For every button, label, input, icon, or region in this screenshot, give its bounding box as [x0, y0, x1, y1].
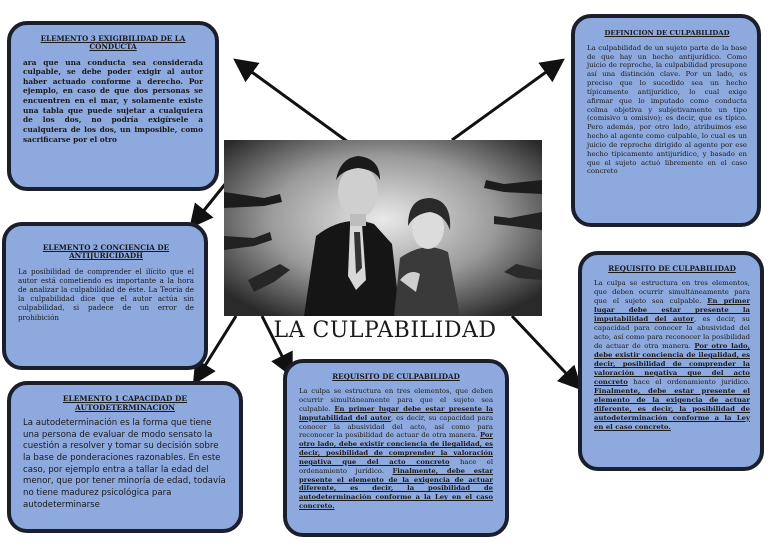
- requisito-right-heading: REQUISITO DE CULPABILIDAD: [608, 264, 736, 273]
- requisito-center-text: [299, 387, 493, 511]
- box-elemento-3: [7, 21, 219, 191]
- elemento-2-heading: ELEMENTO 2 CONCIENCIA DE ANTIJURICIDADH: [42, 243, 170, 261]
- requisito-right-t2: , es decir, su capacidad para conocer la abusividad del acto, así como para reconocer la posibilidad de actuar de otra manera.: [594, 315, 750, 351]
- requisito-right-b2: Por otro lado, debe existir conciencia de ilegalidad, es decir, posibilidad de comprender la valoración negativa que del acto concreto: [594, 342, 751, 386]
- requisito-center-t2: , es decir, su capacidad para conocer la abusividad del acto, así como para reconocer la posibilidad de actuar de otra manera.: [299, 413, 493, 440]
- requisito-center-t3: hace el ordenamiento jurídico.: [299, 457, 494, 475]
- box-elemento-1: [7, 381, 243, 533]
- box-elemento-2: [2, 222, 208, 370]
- elemento-2-text: La posibilidad de comprender el ilícito que el autor está cometiendo es importante a la hora de analizar la culpabilidad de éste. La Teoría de la culpabilidad dice que el autor actúa sin culpabilidad, si padece de un error de prohibición: [18, 266, 194, 322]
- requisito-right-b1: En primer lugar debe estar presente la imputabilidad del autor: [594, 297, 750, 324]
- elemento-3-heading: ELEMENTO 3 EXIGIBILIDAD DE LA CONDUCTA: [40, 34, 186, 52]
- requisito-right-t1: La culpa se estructura en tres elementos, que deben ocurrir simultáneamente para que el sujeto sea culpable.: [594, 279, 750, 306]
- definicion-heading: DEFINICION DE CULPABILIDAD: [604, 29, 730, 37]
- requisito-center-b2: Por otro lado, debe existir conciencia de ilegalidad, es decir, posibilidad de comprender la valoración negativa que del acto concreto: [299, 431, 493, 466]
- box-requisito-center: [283, 359, 509, 537]
- requisito-center-b1: En primer lugar debe estar presente la imputabilidad del autor: [299, 404, 493, 422]
- arrow-to-elemento-3: [238, 62, 348, 142]
- arrow-to-definicion: [452, 62, 560, 140]
- requisito-right-b3: Finalmente, debe estar presente el elemento de la exigencia de actuar diferente, es decir, la posibilidad de autodeterminación conforme a la Ley en el caso concreto.: [594, 386, 750, 431]
- box-requisito-right: [578, 251, 764, 471]
- elemento-3-text: ara que una conducta sea considerada culpable, se debe poder exigir al autor haber actuado conforme a derecho. Por ejemplo, en caso de que dos personas se encuentren en el mar, y solamente existe una tabla que puede sujetar a cualquiera de los dos, no podría exigírsele a cualquiera de los dos, un imposible, como sacrificarse por el otro: [23, 57, 203, 144]
- definicion-text: La culpabilidad de un sujeto parte de la base de que hay un hecho antijurídico. Como juicio de reproche, la culpabilidad presupone así una distinción clave. Por un lado, es preciso que lo sucedido sea un hecho típicamente antijurídico, lo cual exige afirmar que lo imputado como conducta colma objetiva y subjetivamente un tipo (comisivo u omisivo); es decir, que es típico. Pero además, por otro lado, atribuimos ese hecho al agente como culpable, lo cual es un juicio de reproche dirigido al agente por ese hecho típicamente antijurídico, y basado en que el sujeto actuó libremente en el caso concreto: [587, 43, 747, 176]
- requisito-right-text: [594, 279, 750, 431]
- central-photo: [224, 140, 542, 316]
- box-definicion: [571, 14, 761, 227]
- requisito-center-t1: La culpa se estructura en tres elementos, que deben ocurrir simultáneamente para que el sujeto sea culpable.: [299, 387, 493, 413]
- elemento-1-heading: ELEMENTO 1 CAPACIDAD DE AUTODETERMINACION: [62, 394, 188, 412]
- elemento-1-text: La autodeterminación es la forma que tiene una persona de evaluar de modo sensato la cuestión a resolver y tomar su decisión sobre la base de ponderaciones razonables. En este caso, por ejemplo entra a tallar la edad del menor, que por tener minoría de edad, todavía no tiene madurez psicológica para autodeterminarse: [23, 418, 226, 510]
- requisito-center-b3: Finalmente, debe estar presente el elemento de la exigencia de actuar diferente, es decir, la posibilidad de autodeterminación conforme a la Ley en el caso concreto.: [299, 466, 493, 511]
- page-title: LA CULPABILIDAD: [273, 318, 497, 343]
- requisito-right-t3: hace el ordenamiento jurídico.: [627, 377, 750, 386]
- requisito-center-heading: REQUISITO DE CULPABILIDAD: [332, 372, 460, 381]
